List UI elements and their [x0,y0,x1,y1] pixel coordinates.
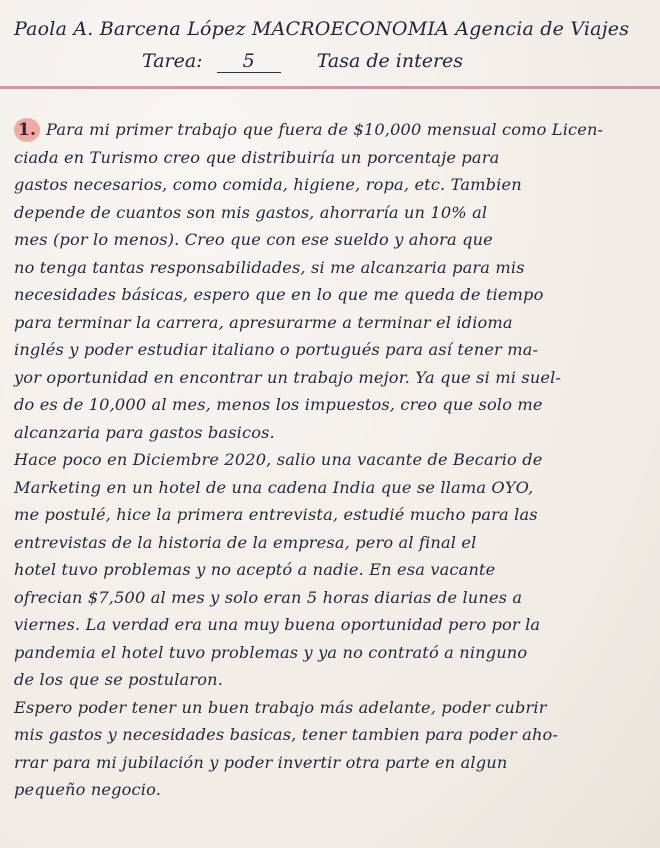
answer-line: hotel tuvo problemas y no aceptó a nadie. En esa vacante [14,560,496,579]
answer-line: pandemia el hotel tuvo problemas y ya no contrató a ninguno [14,642,528,662]
answer-line: Hace poco en Diciembre 2020, salio una vacante de Becario de [14,450,543,469]
answer-line: do es de 10,000 al mes, menos los impuestos, creo que solo me [14,395,543,414]
answer-line: viernes. La verdad era una muy buena oportunidad pero por la [14,615,541,634]
answer-line: me postulé, hice la primera entrevista, estudié mucho para las [14,505,538,524]
tarea-topic: Tasa de interes [316,50,464,72]
answer-line: mes (por lo menos). Creo que con ese sueldo y ahora que [14,230,493,249]
answer-line: ciada en Turismo creo que distribuiría un porcentaje para [14,147,500,167]
tarea-label: Tarea: [142,50,203,72]
answer-line: Espero poder tener un buen trabajo más adelante, poder cubrir [14,697,547,717]
header-divider [0,86,660,89]
answer-line [14,116,650,144]
header-name-course-line: Paola A. Barcena López MACROECONOMIA Agencia de Viajes [14,18,630,40]
answer-line: yor oportunidad en encontrar un trabajo mejor. Ya que si mi suel- [14,367,562,387]
answer-line: necesidades básicas, espero que en lo que me queda de tiempo [14,285,544,304]
answer-line: inglés y poder estudiar italiano o portugués para así tener ma- [14,340,539,359]
answer-line: rrar para mi jubilación y poder invertir otra parte en algun [14,752,508,772]
answer-line: entrevistas de la historia de la empresa, pero al final el [14,532,477,552]
answer-line: para terminar la carrera, apresurarme a terminar el idioma [14,312,513,332]
answer-line: mis gastos y necesidades basicas, tener tambien para poder aho- [14,725,559,744]
answer-line: depende de cuantos son mis gastos, ahorraría un 10% al [14,202,488,222]
answer-line: alcanzaria para gastos basicos. [14,422,275,442]
tarea-number: 5 [217,50,281,73]
answer-line: ofrecian $7,500 al mes y solo eran 5 horas diarias de lunes a [14,587,523,607]
answer-line: Marketing en un hotel de una cadena India que se llama OYO, [14,477,534,497]
answer-line: de los que se postularon. [14,670,223,689]
header-assignment-line [142,50,463,73]
question-number-badge: 1. [14,118,40,142]
answer-line: gastos necesarios, como comida, higiene, ropa, etc. Tambien [14,175,522,194]
answer-line: no tenga tantas responsabilidades, si me alcanzaria para mis [14,257,525,277]
answer-line: pequeño negocio. [14,780,161,799]
answer-body [14,116,650,804]
answer-line-text: Para mi primer trabajo que fuera de $10,000 mensual como Licen- [46,120,604,139]
